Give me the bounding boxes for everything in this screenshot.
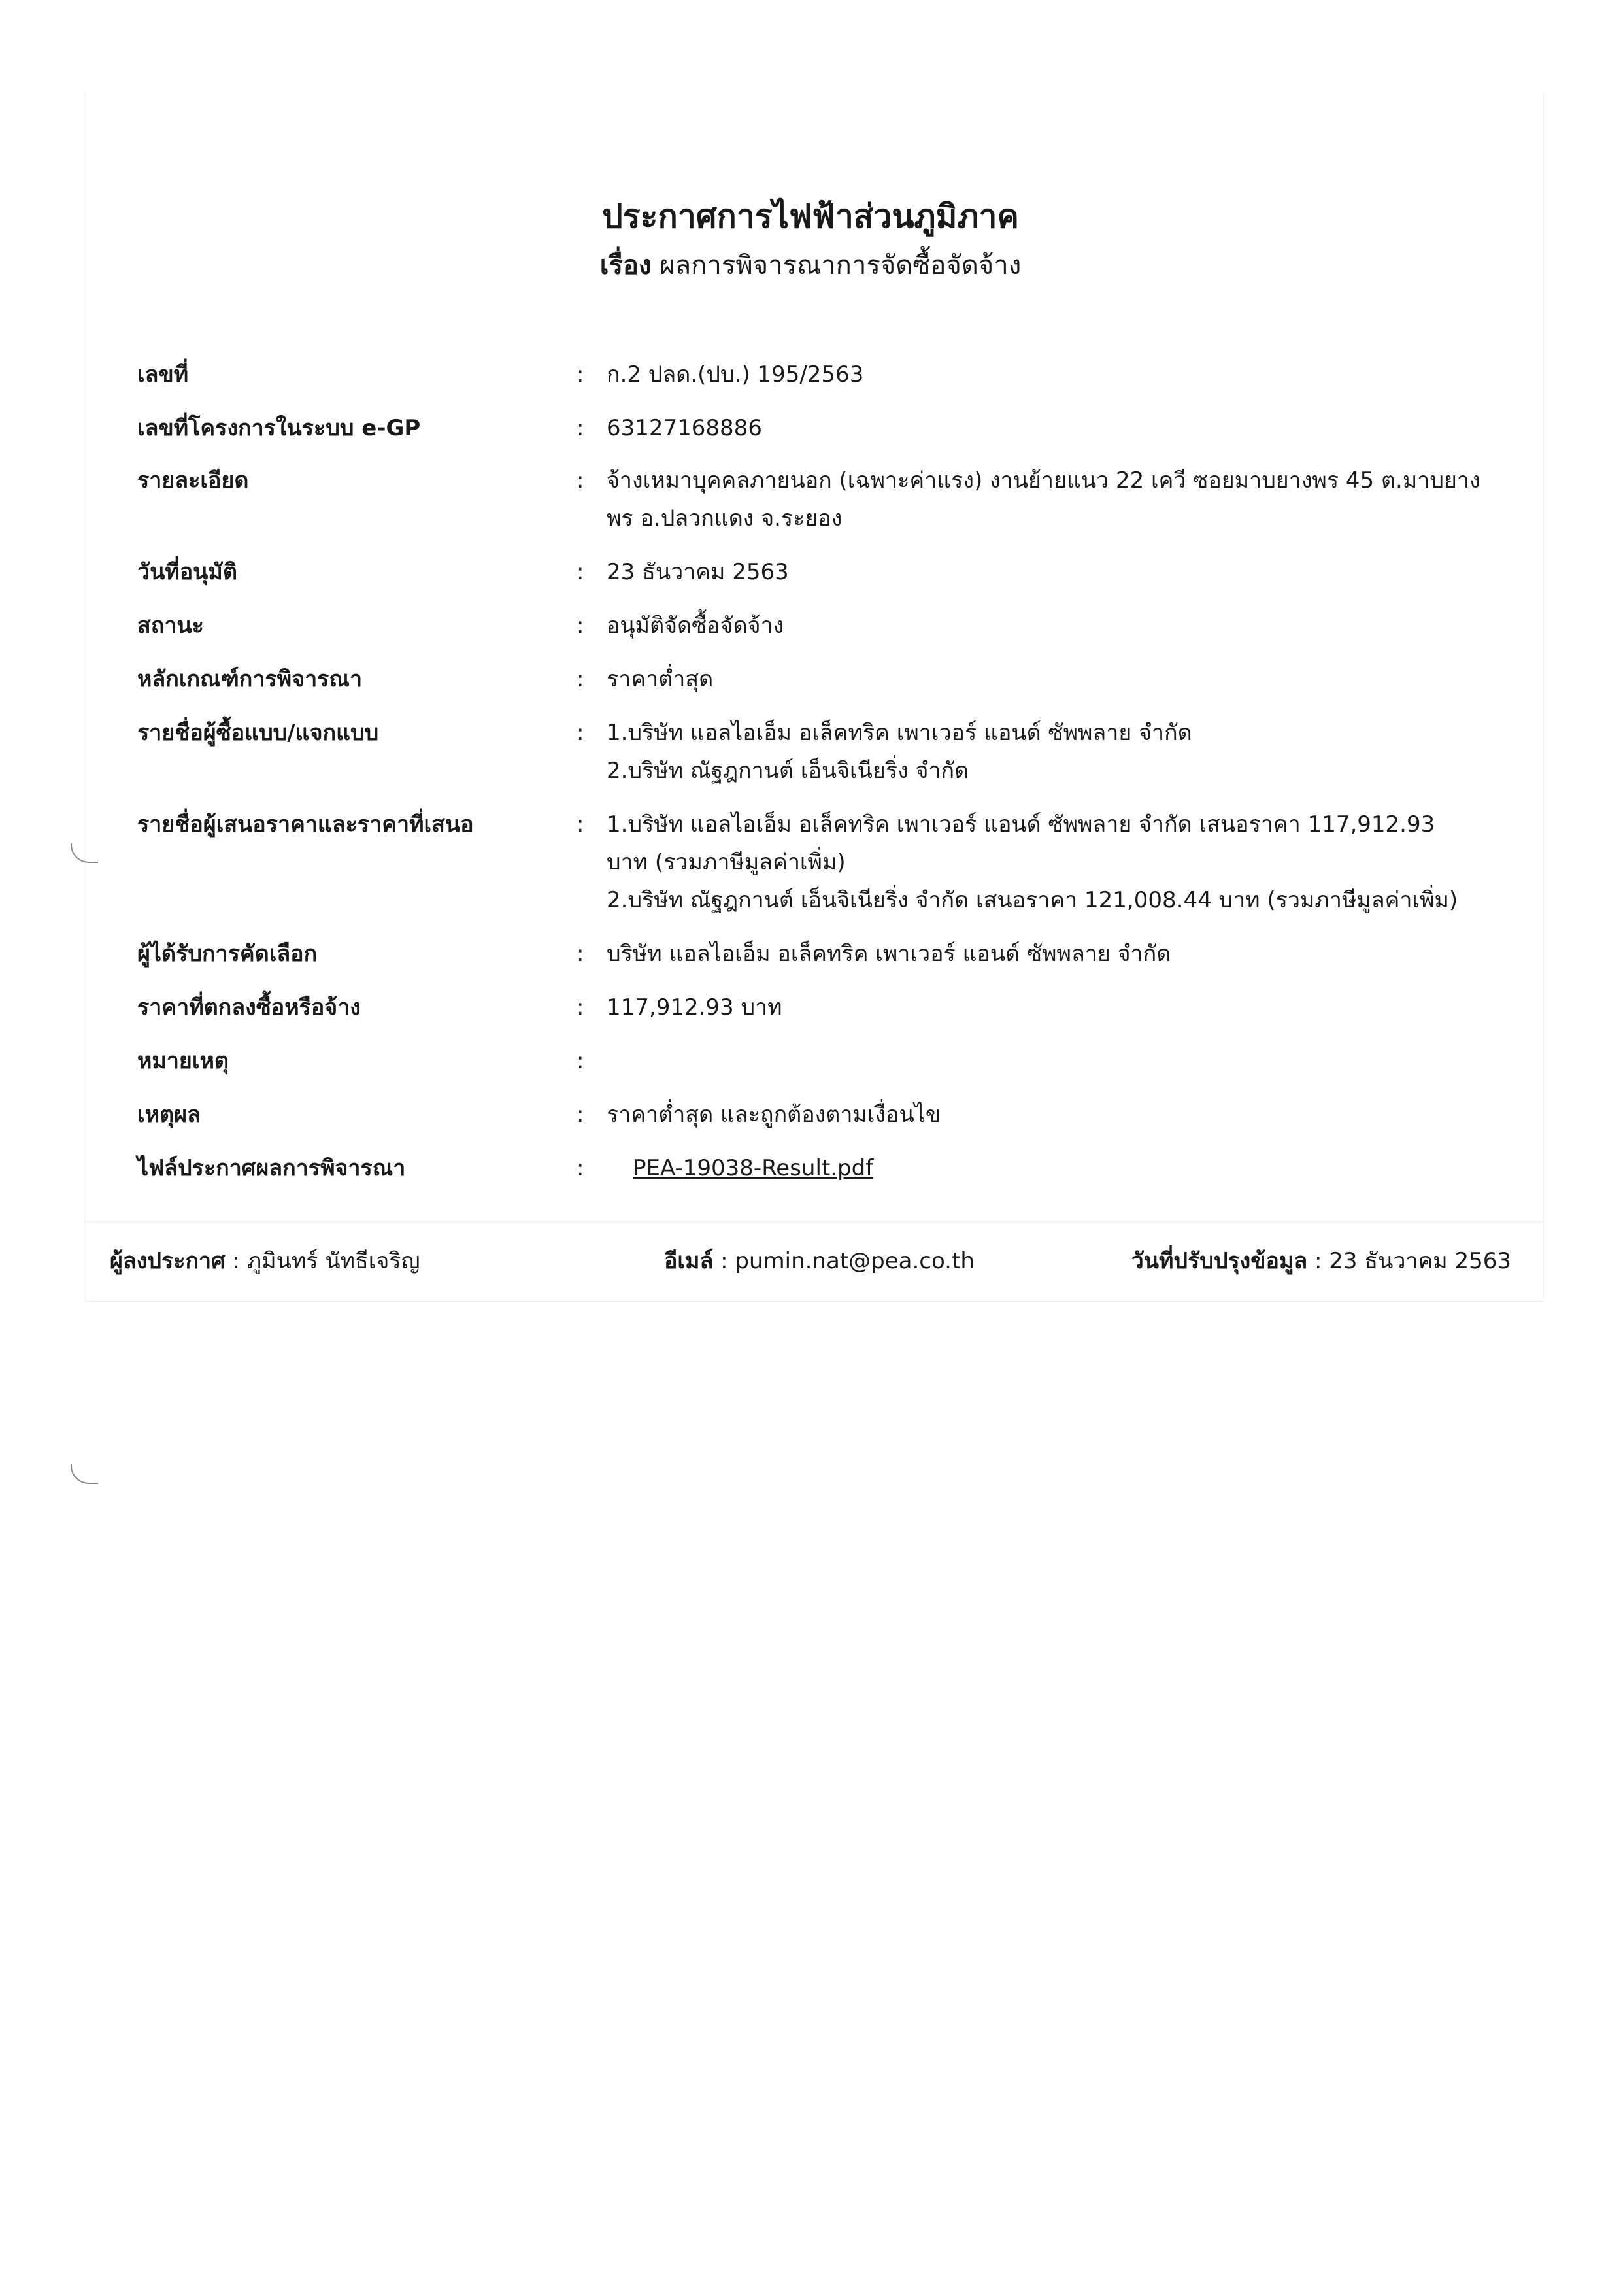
field-colon: : — [577, 666, 584, 692]
field-label: ไฟล์ประกาศผลการพิจารณา — [137, 1155, 406, 1181]
field-colon: : — [577, 1048, 584, 1074]
field-label: หลักเกณฑ์การพิจารณา — [137, 666, 363, 692]
field-value — [607, 553, 1535, 591]
field-value — [607, 1096, 1535, 1134]
field-value-text: ก.2 ปลด.(ปบ.) 195/2563 — [607, 362, 864, 388]
result-file-link[interactable]: PEA-19038-Result.pdf — [633, 1155, 874, 1181]
footer-updated — [1131, 1242, 1511, 1280]
updated-value: : 23 ธันวาคม 2563 — [1307, 1248, 1511, 1274]
field-label: ราคาที่ตกลงซื้อหรือจ้าง — [137, 994, 361, 1021]
field-label: เลขที่ — [137, 362, 189, 388]
field-colon: : — [577, 613, 584, 639]
field-colon: : — [577, 941, 584, 967]
field-label: รายชื่อผู้เสนอราคาและราคาที่เสนอ — [137, 811, 474, 837]
field-value — [607, 1149, 1535, 1187]
field-value-text: บริษัท แอลไอเอ็ม อเล็คทริค เพาเวอร์ แอนด์ ซัพพลาย จำกัด — [607, 941, 1171, 967]
field-colon: : — [577, 994, 584, 1021]
announcer-label: ผู้ลงประกาศ — [110, 1248, 226, 1274]
page-title: ประกาศการไฟฟ้าส่วนภูมิภาค — [602, 197, 1019, 235]
field-value — [607, 935, 1535, 973]
field-value-line: 2.บริษัท ณัฐฎกานต์ เอ็นจิเนียริ่ง จำกัด — [607, 758, 969, 784]
updated-label: วันที่ปรับปรุงข้อมูล — [1131, 1248, 1308, 1274]
field-value — [607, 805, 1535, 919]
footer-bottom-divider — [85, 1301, 1543, 1302]
field-value-text: อนุมัติจัดซื้อจัดจ้าง — [607, 613, 784, 639]
field-value — [607, 462, 1535, 537]
field-colon: : — [577, 811, 584, 837]
email-label: อีเมล์ — [664, 1248, 714, 1274]
footer-email — [664, 1242, 975, 1280]
field-value-text: 63127168886 — [607, 415, 762, 441]
field-value — [607, 988, 1535, 1026]
field-value — [607, 714, 1535, 790]
field-colon: : — [577, 467, 584, 494]
field-label: สถานะ — [137, 613, 204, 639]
field-value-text: 117,912.93 บาท — [607, 994, 782, 1021]
page-subtitle — [0, 246, 1621, 285]
field-label: รายละเอียด — [137, 467, 249, 494]
email-value: : pumin.nat@pea.co.th — [713, 1248, 975, 1274]
field-value — [607, 356, 1535, 394]
field-label: รายชื่อผู้ซื้อแบบ/แจกแบบ — [137, 720, 379, 746]
field-value — [607, 607, 1535, 645]
punch-hole-mark — [71, 843, 98, 863]
field-value-text: ราคาต่ำสุด — [607, 666, 714, 692]
field-label: หมายเหตุ — [137, 1048, 229, 1074]
field-value-text: ราคาต่ำสุด และถูกต้องตามเงื่อนไข — [607, 1102, 941, 1128]
field-label: เหตุผล — [137, 1102, 201, 1128]
field-value-line: จ้างเหมาบุคคลภายนอก (เฉพาะค่าแรง) งานย้ายแนว 22 เควี ซอยมาบยางพร 45 ต.มาบยาง — [607, 467, 1480, 494]
field-value-line: 1.บริษัท แอลไอเอ็ม อเล็คทริค เพาเวอร์ แอนด์ ซัพพลาย จำกัด — [607, 720, 1192, 746]
field-colon: : — [577, 559, 584, 585]
field-value-line: พร อ.ปลวกแดง จ.ระยอง — [607, 505, 843, 532]
field-label: ผู้ได้รับการคัดเลือก — [137, 941, 318, 967]
footer-announcer — [110, 1242, 420, 1280]
field-value-line: 2.บริษัท ณัฐฎกานต์ เอ็นจิเนียริ่ง จำกัด เสนอราคา 121,008.44 บาท (รวมภาษีมูลค่าเพิ่ม) — [607, 887, 1458, 913]
field-colon: : — [577, 362, 584, 388]
field-value-text: 23 ธันวาคม 2563 — [607, 559, 789, 585]
punch-hole-mark — [71, 1464, 98, 1484]
field-value-line: 1.บริษัท แอลไอเอ็ม อเล็คทริค เพาเวอร์ แอนด์ ซัพพลาย จำกัด เสนอราคา 117,912.93 — [607, 811, 1435, 837]
field-colon: : — [577, 1155, 584, 1181]
field-label: เลขที่โครงการในระบบ e-GP — [137, 415, 421, 441]
field-label: วันที่อนุมัติ — [137, 559, 237, 585]
field-value — [607, 660, 1535, 698]
field-colon: : — [577, 415, 584, 441]
field-colon: : — [577, 720, 584, 746]
subject-text: ผลการพิจารณาการจัดซื้อจัดจ้าง — [660, 250, 1022, 280]
subject-label: เรื่อง — [599, 250, 652, 280]
field-value — [607, 409, 1535, 447]
field-value-line: บาท (รวมภาษีมูลค่าเพิ่ม) — [607, 849, 846, 875]
footer-divider — [85, 1221, 1543, 1222]
announcer-value: : ภูมินทร์ นัทธีเจริญ — [225, 1248, 420, 1274]
field-colon: : — [577, 1102, 584, 1128]
